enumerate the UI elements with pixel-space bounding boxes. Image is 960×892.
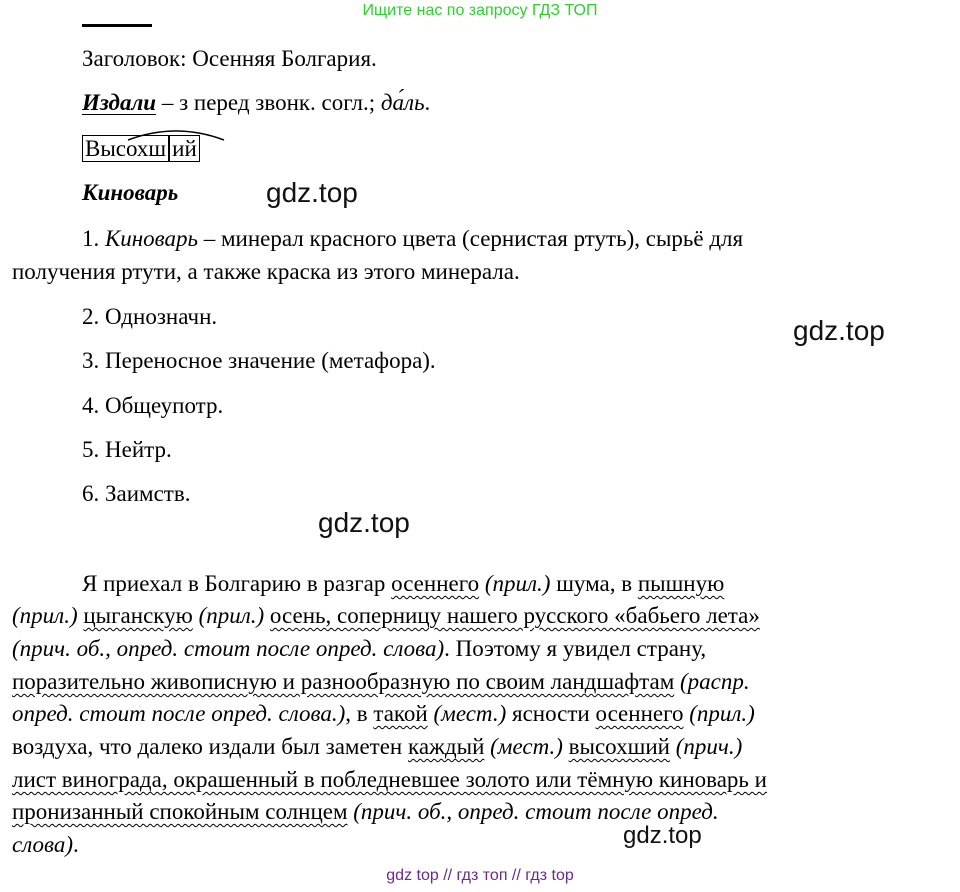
passage-line-4 bbox=[12, 666, 750, 699]
word-underline: осеннего bbox=[391, 571, 480, 596]
text: , в bbox=[345, 701, 374, 726]
izdali-rest: – з перед звонк. согл.; bbox=[156, 90, 381, 115]
passage-line-3 bbox=[12, 633, 706, 666]
text: Я приехал в Болгарию в разгар bbox=[82, 571, 392, 596]
participle-phrase: поразительно живописную и разнообразную по своим ландшафтам bbox=[12, 669, 675, 694]
participle-phrase: пронизанный спокойным солнцем bbox=[12, 799, 348, 824]
grammar-note: (распр. bbox=[674, 669, 750, 694]
participle-phrase: осень, соперницу нашего русского «бабьего лета» bbox=[269, 603, 760, 628]
text: . Поэтому я увидел страну, bbox=[444, 636, 707, 661]
izdali-line bbox=[82, 88, 430, 118]
definition-num: 1. bbox=[82, 226, 105, 251]
footer-links[interactable]: gdz top // гдз топ // гдз top bbox=[386, 867, 574, 884]
grammar-note: (прич.) bbox=[669, 734, 743, 759]
grammar-note: опред. стоит после опред. слова.) bbox=[12, 701, 346, 726]
grammar-note: (мест.) bbox=[484, 734, 563, 759]
text: . bbox=[73, 832, 79, 857]
izdali-word: Издали bbox=[82, 90, 157, 115]
definition-text-1: – минерал красного цвета (сернистая ртуть), сырьё для bbox=[197, 226, 744, 251]
grammar-note: (прил.) bbox=[192, 603, 265, 628]
morpheme-line bbox=[82, 134, 200, 164]
word-underline: цыганскую bbox=[83, 603, 193, 628]
heading: Киноварь bbox=[82, 180, 179, 205]
izdali-check: да́ль bbox=[380, 90, 425, 115]
top-banner[interactable]: Ищите нас по запросу ГДЗ ТОП bbox=[362, 2, 598, 19]
word-underline: каждый bbox=[408, 734, 485, 759]
corner-line bbox=[82, 24, 152, 27]
title-line: Заголовок: Осенняя Болгария. bbox=[82, 46, 377, 71]
watermark: gdz.top bbox=[318, 507, 410, 538]
list-item: 4. Общеупотр. bbox=[82, 393, 224, 418]
passage-line-1 bbox=[82, 568, 724, 601]
morpheme-ending: ий bbox=[169, 135, 200, 162]
izdali-end: . bbox=[424, 90, 431, 115]
grammar-note: (прил.) bbox=[479, 571, 551, 596]
grammar-note: (мест.) bbox=[427, 701, 507, 726]
grammar-note: (прил.) bbox=[12, 603, 78, 628]
passage-line-6 bbox=[12, 731, 742, 764]
definition-line-2: получения ртути, а также краска из этого минерала. bbox=[12, 259, 520, 284]
watermark: gdz.top bbox=[266, 177, 358, 208]
definition-term: Киноварь bbox=[105, 226, 198, 251]
root-arc-icon bbox=[126, 128, 226, 142]
definition-line-1 bbox=[82, 224, 743, 254]
passage-line-9 bbox=[12, 829, 79, 862]
text: воздуха, что далеко издали был заметен bbox=[12, 734, 408, 759]
watermark: gdz.top bbox=[793, 315, 885, 346]
grammar-note: (прич. об., опред. стоит после опред. слова) bbox=[12, 636, 445, 661]
list-item: 3. Переносное значение (метафора). bbox=[82, 348, 436, 373]
word-underline: пышную bbox=[637, 571, 725, 596]
participle-phrase: лист винограда, окрашенный в побледневшее золото или тёмную киноварь и bbox=[12, 767, 767, 792]
word-underline: высохший bbox=[568, 734, 670, 759]
passage-line-5 bbox=[12, 698, 755, 731]
list-item: 2. Однозначн. bbox=[82, 304, 218, 329]
morpheme-root: Высохш bbox=[82, 135, 169, 162]
passage-line-8 bbox=[12, 796, 719, 829]
text: ясности bbox=[506, 701, 596, 726]
list-item: 5. Нейтр. bbox=[82, 437, 172, 462]
watermark: gdz.top bbox=[623, 822, 702, 849]
grammar-note: (прил.) bbox=[683, 701, 755, 726]
word-underline: осеннего bbox=[595, 701, 684, 726]
grammar-note: слова) bbox=[12, 832, 74, 857]
text: шума, в bbox=[550, 571, 638, 596]
grammar-note: (прич. об., опред. стоит после опред. bbox=[347, 799, 719, 824]
passage-line-2 bbox=[12, 600, 760, 633]
passage-line-7 bbox=[12, 764, 767, 797]
list-item: 6. Заимств. bbox=[82, 481, 191, 506]
word-underline: такой bbox=[373, 701, 428, 726]
